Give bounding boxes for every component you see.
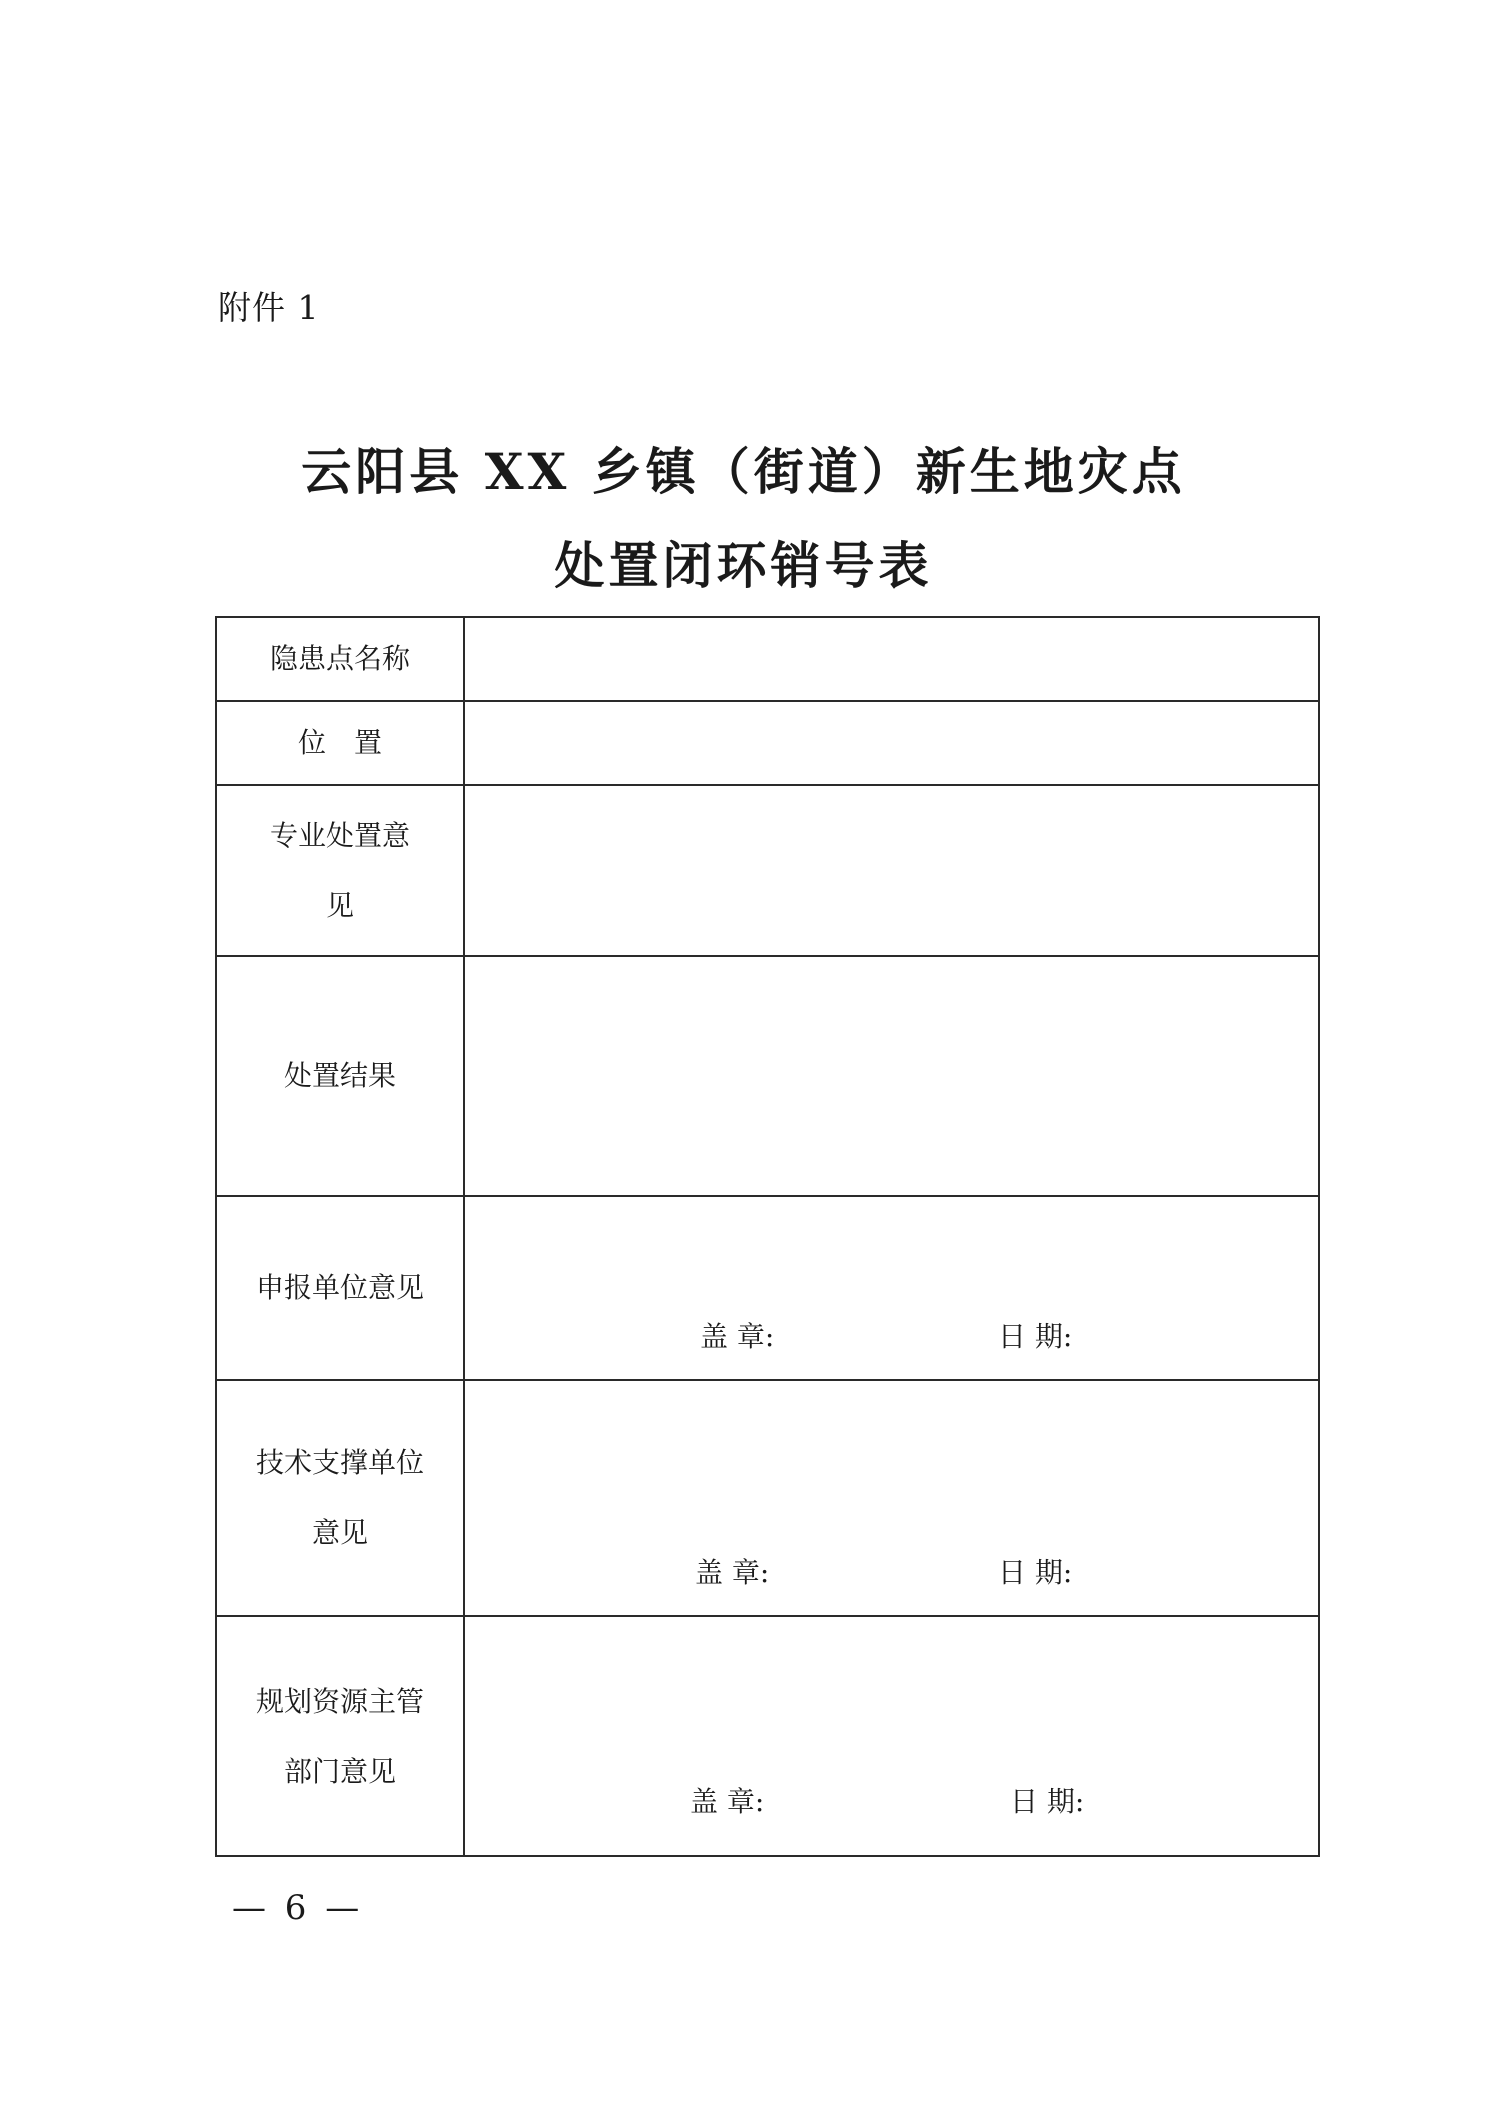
planning-dept-seal-label: 盖 章: xyxy=(690,1785,765,1818)
planning-dept-opinion-label: 规划资源主管部门意见 xyxy=(217,1617,465,1857)
hazard-name-field[interactable] xyxy=(465,618,1318,700)
disposal-result-field[interactable] xyxy=(465,957,1318,1195)
tech-support-opinion-field[interactable] xyxy=(465,1381,1318,1615)
form-row-hazard-name xyxy=(217,618,1318,702)
tech-support-date-label: 日 期: xyxy=(998,1556,1073,1589)
tech-support-opinion-label: 技术支撑单位意见 xyxy=(217,1381,465,1615)
applicant-date-label: 日 期: xyxy=(998,1320,1073,1353)
form-row-professional-opinion xyxy=(217,786,1318,957)
professional-opinion-field[interactable] xyxy=(465,786,1318,955)
form-row-applicant-opinion xyxy=(217,1197,1318,1381)
tech-support-seal-label: 盖 章: xyxy=(695,1556,770,1589)
attachment-label: 附件 1 xyxy=(218,288,320,327)
applicant-opinion-field[interactable] xyxy=(465,1197,1318,1379)
document-title-line2: 处置闭环销号表 xyxy=(554,536,933,595)
closure-form-table xyxy=(215,616,1320,1857)
applicant-opinion-label: 申报单位意见 xyxy=(217,1197,465,1379)
form-row-disposal-result xyxy=(217,957,1318,1197)
page-number: — 6 — xyxy=(232,1888,364,1928)
professional-opinion-label: 专业处置意见 xyxy=(217,786,465,955)
location-label: 位 置 xyxy=(217,702,465,784)
planning-dept-date-label: 日 期: xyxy=(1010,1785,1085,1818)
disposal-result-label: 处置结果 xyxy=(217,957,465,1195)
planning-dept-opinion-field[interactable] xyxy=(465,1617,1318,1857)
form-row-planning-dept-opinion xyxy=(217,1617,1318,1857)
document-title-line1: 云阳县 XX 乡镇（街道）新生地灾点 xyxy=(301,442,1186,501)
hazard-name-label: 隐患点名称 xyxy=(217,618,465,700)
form-row-tech-support-opinion xyxy=(217,1381,1318,1617)
location-field[interactable] xyxy=(465,702,1318,784)
applicant-seal-label: 盖 章: xyxy=(700,1320,775,1353)
form-row-location xyxy=(217,702,1318,786)
